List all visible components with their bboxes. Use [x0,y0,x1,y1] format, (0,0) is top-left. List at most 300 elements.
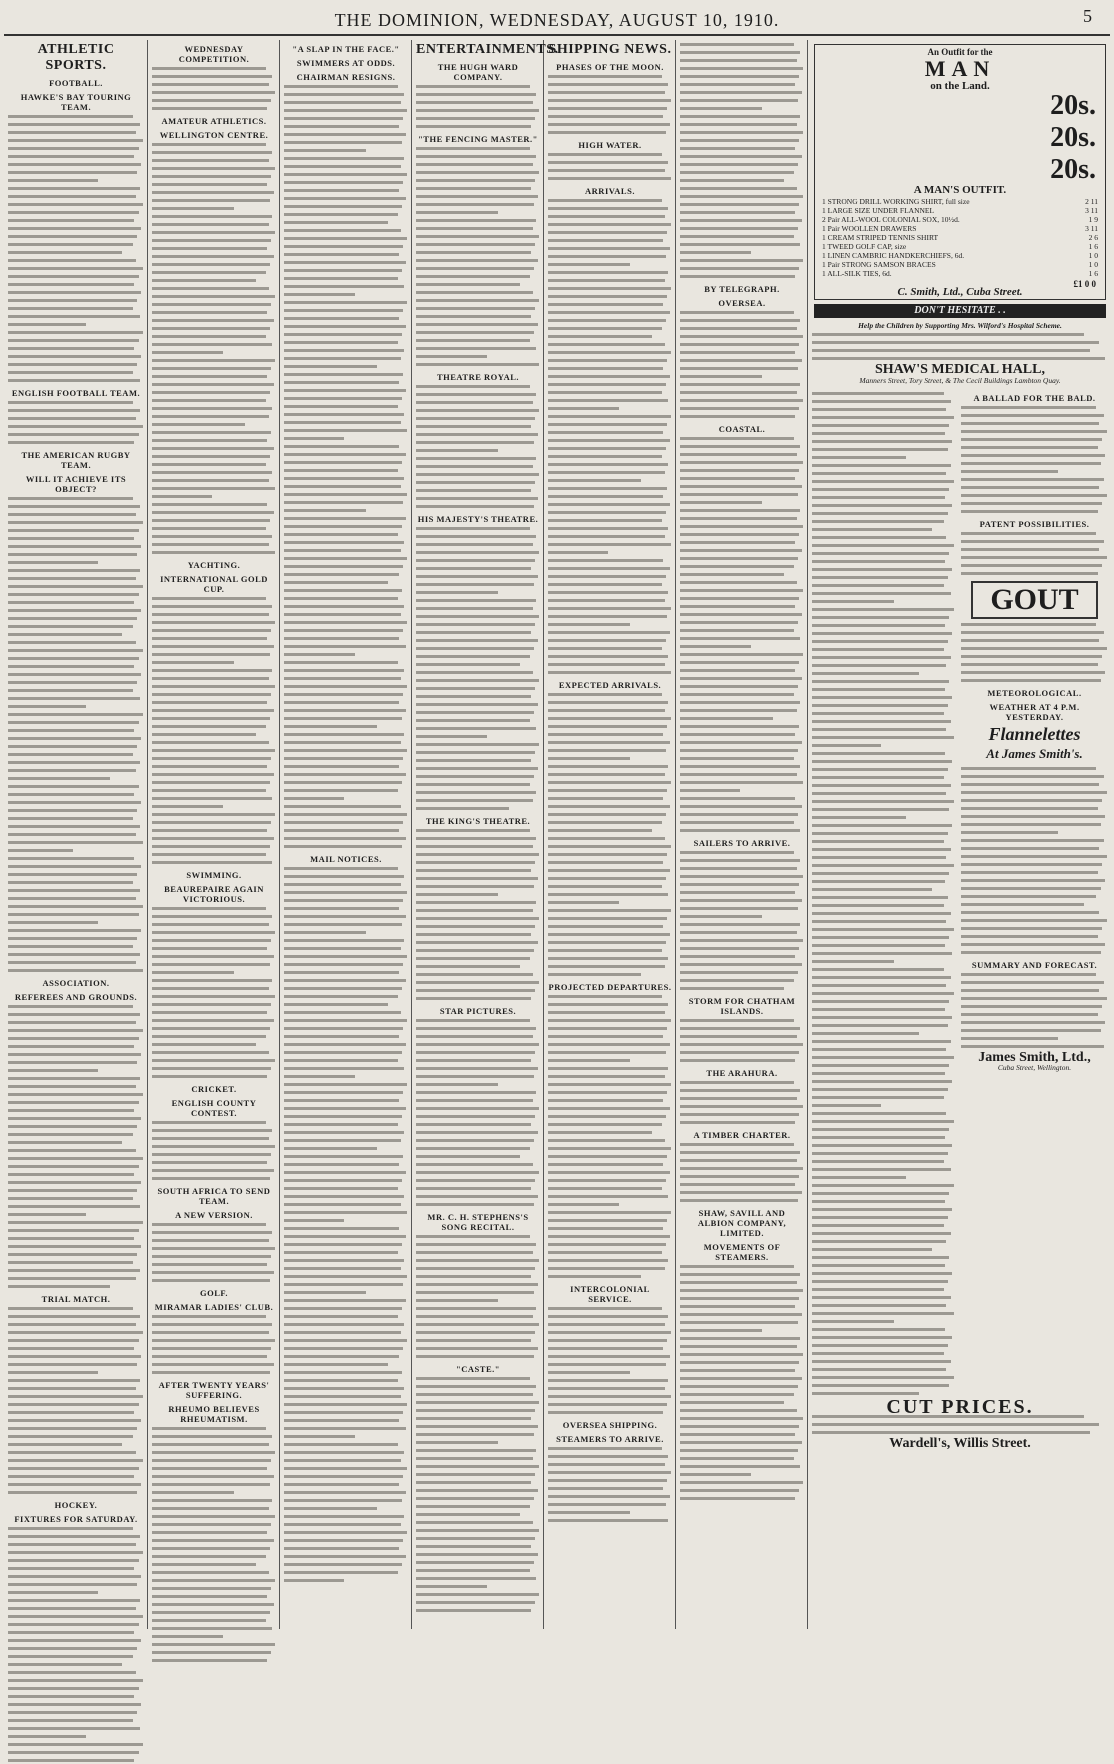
text-line [8,729,134,734]
text-line [152,669,272,674]
text-line [416,1489,538,1494]
text-line [416,187,531,192]
text-line [548,781,671,786]
text-line [152,1523,271,1528]
text-line [284,955,407,960]
text-line [8,521,143,526]
text-line [152,383,274,388]
text-line [284,1099,399,1104]
body-text-block [152,597,276,866]
text-line [416,1401,539,1406]
body-text-block [812,392,955,1397]
text-line [548,941,666,946]
text-line [961,791,1107,796]
text-line [8,307,133,312]
ad-total: £1 0 0 [1073,278,1096,289]
text-line [680,883,799,888]
text-line [812,1120,954,1125]
outfit-item [822,206,1098,215]
text-line [680,1113,799,1118]
text-line [8,697,140,702]
text-line [812,776,944,781]
article-heading: RHEUMO BELIEVES RHEUMATISM. [168,1404,260,1424]
text-line [416,1465,539,1470]
text-line [680,701,800,706]
text-line [812,592,951,597]
text-line [8,1037,139,1042]
text-line [548,83,668,88]
text-line [416,203,534,208]
text-line [548,1347,663,1352]
text-line [812,752,945,757]
text-line [680,1159,797,1164]
text-line [284,971,399,976]
text-line [152,455,270,460]
outfit-item [822,251,1098,260]
article-heading: MIRAMAR LADIES' CLUB. [154,1302,274,1312]
text-line [680,115,800,120]
text-line [152,143,266,148]
text-line [152,199,270,204]
text-line [416,591,498,596]
text-line [284,141,402,146]
text-line [152,907,266,912]
text-line [8,1371,98,1376]
text-line [8,1165,139,1170]
text-line [416,1203,534,1208]
text-line [284,789,398,794]
body-text-block [8,1527,144,1764]
text-line [284,1035,399,1040]
text-line [680,971,798,976]
text-line [416,727,536,732]
text-line [548,623,630,628]
text-line [152,757,271,762]
text-line [548,1331,671,1336]
text-line [812,656,951,661]
text-line [680,805,802,810]
text-line [812,520,944,525]
text-line [284,1259,404,1264]
text-line [812,448,948,453]
text-line [680,717,773,722]
text-line [8,1197,133,1202]
text-line [812,616,949,621]
text-line [284,907,399,912]
text-line [152,1579,275,1584]
text-line [284,357,401,362]
text-line [284,1059,398,1064]
text-line [548,287,671,292]
text-line [284,309,403,314]
text-line [152,939,271,944]
text-line [152,423,245,428]
text-line [8,569,140,574]
text-line [284,1123,398,1128]
text-line [680,1035,797,1040]
text-line [8,1655,133,1660]
text-line [416,1139,534,1144]
text-line [284,717,402,722]
text-line [284,1019,407,1024]
text-line [8,1663,122,1668]
text-line [152,1177,270,1182]
body-text-block [416,147,540,368]
text-line [961,903,1084,908]
article-heading: "CASTE." [456,1364,500,1374]
text-line [152,1651,271,1656]
text-line [284,1203,401,1208]
text-line [416,1195,538,1200]
text-line [961,783,1099,788]
text-line [548,869,670,874]
text-line [416,259,538,264]
text-line [152,1019,274,1024]
text-line [548,115,663,120]
article-heading: CHAIRMAN RESIGNS. [296,72,396,82]
flannelettes-heading: Flannelettes [988,723,1081,744]
text-line [416,1609,531,1614]
text-line [416,695,531,700]
text-line [284,421,401,426]
text-line [152,789,266,794]
text-line [8,401,133,406]
text-line [680,773,797,778]
text-line [680,1385,798,1390]
text-line [284,237,407,242]
text-line [284,1523,401,1528]
text-line [548,447,666,452]
text-line [548,107,667,112]
text-line [8,1567,134,1572]
body-text-block [680,851,804,992]
text-line [548,471,665,476]
text-line [152,1435,272,1440]
article-heading: THE AMERICAN RUGBY TEAM. [21,450,131,470]
outfit-item-price: 1 0 [1088,259,1098,269]
column-rule [279,40,280,1629]
text-line [961,871,1098,876]
text-line [548,717,671,722]
text-line [961,997,1107,1002]
text-line [961,911,1099,916]
text-line [680,437,794,442]
body-text-block [548,995,672,1280]
text-line [284,1331,401,1336]
text-line [284,653,355,658]
text-line [152,1339,275,1344]
text-line [8,1679,143,1684]
text-line [284,453,406,458]
text-line [152,1239,269,1244]
text-line [152,471,272,476]
text-line [284,1403,407,1408]
ad-shop: SHAW'S MEDICAL HALL, [875,362,1045,378]
text-line [284,573,399,578]
outfit-item-price: 3 11 [1085,205,1098,215]
text-line [416,1307,536,1312]
text-line [680,343,799,348]
text-line [416,449,498,454]
text-line [152,1635,223,1640]
article-heading: MOVEMENTS OF STEAMERS. [703,1242,781,1262]
text-line [680,781,803,786]
text-line [284,781,402,786]
text-line [548,503,670,508]
body-text-block [548,1447,672,1524]
text-line [680,669,795,674]
text-line [284,1083,407,1088]
text-line [812,1096,944,1101]
text-line [416,1441,498,1446]
text-line [416,1545,531,1550]
text-line [812,1304,946,1309]
text-line [961,1029,1101,1034]
text-line [680,131,803,136]
text-line [812,1008,945,1013]
text-line [548,327,662,332]
text-line [152,159,269,164]
text-line [152,1263,267,1268]
text-line [284,1235,406,1240]
text-line [680,605,795,610]
text-line [680,1175,799,1180]
text-line [8,409,140,414]
text-line [152,605,272,610]
text-line [680,621,798,626]
text-line [961,486,1099,491]
text-line [680,187,797,192]
text-line [812,1384,949,1389]
text-line [812,904,944,909]
text-line [152,805,223,810]
text-line [680,1027,800,1032]
text-line [152,1075,267,1080]
text-line [548,1503,666,1508]
text-line [152,1231,272,1236]
text-line [8,905,143,910]
text-line [548,693,662,698]
text-line [548,1131,652,1136]
body-text-block [416,85,540,130]
text-line [548,239,663,244]
text-line [8,379,140,384]
text-line [961,799,1102,804]
text-line [416,1179,535,1184]
text-line [284,1475,403,1480]
text-line [680,1457,794,1462]
article-heading: OVERSEA SHIPPING. [562,1420,658,1430]
text-line [961,454,1105,459]
text-line [8,1269,140,1274]
text-line [416,615,539,620]
text-line [812,1368,946,1373]
masthead [0,0,1114,34]
text-line [8,1181,141,1186]
text-line [961,927,1102,932]
text-line [8,227,141,232]
text-line [152,511,274,516]
text-line [152,1255,271,1260]
text-line [680,367,798,372]
text-line [416,1115,535,1120]
text-line [416,743,539,748]
text-line [152,167,275,172]
text-line [8,155,134,160]
text-line [416,1091,536,1096]
text-line [284,1043,406,1048]
text-line [812,808,949,813]
text-line [152,1247,275,1252]
text-line [284,1283,403,1288]
text-line [416,1585,487,1590]
text-line [8,689,133,694]
text-line [284,189,399,194]
text-line [812,1048,946,1053]
article-heading: PROJECTED DEPARTURES. [548,982,672,992]
text-line [284,1075,355,1080]
text-line [152,861,272,866]
article-heading: WILL IT ACHIEVE ITS OBJECT? [25,474,127,494]
text-line [8,1277,136,1282]
article-heading: CRICKET. [191,1084,237,1094]
text-line [152,1059,275,1064]
text-line [8,171,137,176]
text-line [680,195,803,200]
outfit-item-price: 1 0 [1088,250,1098,260]
text-line [284,1139,401,1144]
text-line [961,406,1096,411]
text-line [680,597,799,602]
text-line [284,269,402,274]
text-line [152,1011,267,1016]
text-line [152,1531,267,1536]
text-line [416,1299,498,1304]
text-line [152,91,275,96]
text-line [812,333,1084,338]
text-line [812,936,949,941]
text-line [8,505,140,510]
text-line [416,1553,538,1558]
text-line [284,899,403,904]
text-line [416,885,534,890]
text-line [284,165,401,170]
text-line [812,1088,948,1093]
text-line [548,1487,663,1492]
text-line [152,685,275,690]
text-line [284,845,402,850]
text-line [152,391,270,396]
text-line [548,917,667,922]
text-line [416,783,530,788]
text-line [152,1603,274,1608]
text-line [680,235,794,240]
dont-hesitate-banner: DON'T HESITATE . . [814,304,1106,318]
text-line [416,759,531,764]
text-line [548,303,663,308]
text-line [416,869,531,874]
text-line [680,477,795,482]
text-line [152,359,275,364]
text-line [152,1627,272,1632]
text-line [152,1571,269,1576]
body-text-block [812,1415,1108,1436]
text-line [8,513,136,518]
text-line [416,925,535,930]
text-line [416,1417,531,1422]
text-line [8,235,137,240]
text-line [812,528,932,533]
text-line [680,557,798,562]
text-line [548,247,670,252]
text-line [284,397,402,402]
text-line [8,1419,141,1424]
text-line [812,1352,944,1357]
text-line [680,83,795,88]
text-line [416,171,539,176]
text-line [416,949,534,954]
text-line [152,701,267,706]
body-text-block [680,311,804,420]
text-line [812,680,949,685]
text-line [8,1093,143,1098]
text-line [680,1167,803,1172]
text-line [8,1045,134,1050]
text-line [284,557,407,562]
text-line [8,1475,134,1480]
text-line [8,617,137,622]
text-line [284,197,406,202]
text-line [961,935,1098,940]
text-line [152,765,267,770]
text-line [8,801,141,806]
body-text-block [416,527,540,812]
text-line [8,115,133,120]
text-line [284,805,401,810]
article-heading: BY TELEGRAPH. [704,284,780,294]
text-line [812,341,1099,346]
article-heading: TRIAL MATCH. [41,1294,111,1304]
text-line [284,109,407,114]
text-line [680,581,797,586]
text-line [8,433,139,438]
text-line [152,519,270,524]
body-text-block [548,693,672,978]
text-line [152,215,272,220]
text-line [548,123,670,128]
text-line [680,335,803,340]
text-line [152,1169,274,1174]
text-line [284,1555,406,1560]
text-line [812,1064,949,1069]
text-line [812,1216,948,1221]
text-line [152,781,270,786]
text-line [416,893,498,898]
text-line [416,109,539,114]
text-line [548,1171,670,1176]
text-line [8,179,98,184]
text-line [812,1344,948,1349]
text-line [8,1339,139,1344]
body-text-block [152,1223,276,1284]
text-line [961,422,1099,427]
outfit-item [822,197,1098,206]
text-line [416,853,539,858]
text-line [416,307,535,312]
text-line [284,629,403,634]
text-line [152,207,234,212]
text-line [961,887,1101,892]
